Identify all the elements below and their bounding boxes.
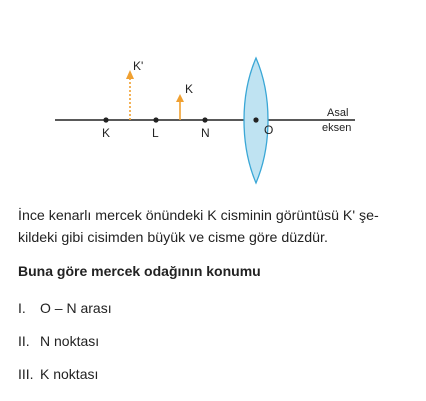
object-label: K	[185, 82, 194, 96]
option-1-number: I.	[18, 300, 26, 316]
point-label-N: N	[201, 126, 210, 140]
axis-label-line2: eksen	[322, 122, 352, 134]
point-label-O: O	[264, 123, 274, 137]
option-2	[18, 333, 99, 349]
object-arrow-head	[176, 94, 184, 102]
optics-figure	[0, 0, 426, 195]
point-label-K: K	[102, 126, 111, 140]
point-K	[103, 117, 108, 122]
option-1-label: O – N arası	[40, 300, 112, 316]
option-2-number: II.	[18, 333, 30, 349]
point-N	[202, 117, 207, 122]
image-label: K'	[133, 59, 144, 73]
point-L	[153, 117, 158, 122]
point-label-L: L	[152, 126, 159, 140]
problem-paragraph	[18, 205, 418, 249]
option-2-label: N noktası	[40, 333, 100, 349]
option-3-number: III.	[18, 366, 34, 382]
axis-label-line1: Asal	[327, 107, 349, 119]
paragraph-line-2: kildeki gibi cisimden büyük ve cisme göre düzdür.	[18, 230, 328, 246]
option-1	[18, 300, 112, 316]
option-3	[18, 366, 98, 382]
question-stem: Buna göre mercek odağının konumu	[18, 263, 261, 279]
paragraph-line-1: İnce kenarlı mercek önündeki K cisminin görüntüsü K' şe-	[18, 208, 379, 224]
option-3-label: K noktası	[40, 366, 99, 382]
point-O	[253, 117, 258, 122]
